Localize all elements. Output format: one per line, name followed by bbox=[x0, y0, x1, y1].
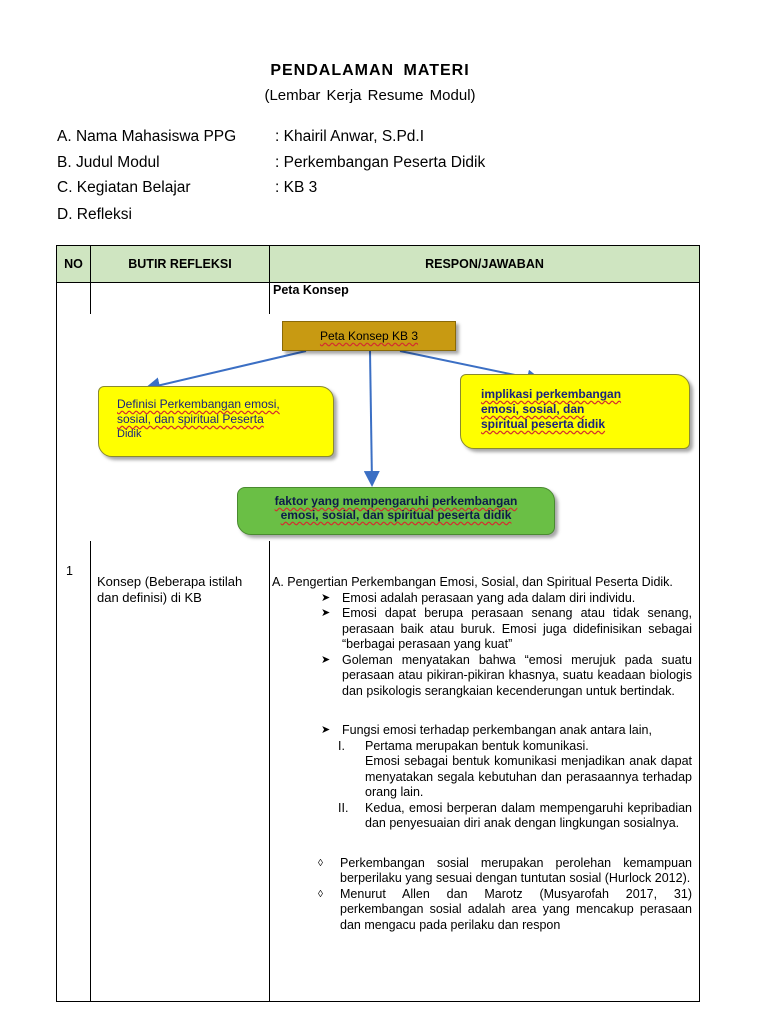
bottom-node-line: faktor yang mempengaruhi perkembangan bbox=[274, 494, 518, 508]
peta-konsep-label: Peta Konsep bbox=[273, 283, 349, 297]
sub-list-item: II. Kedua, emosi berperan dalam mempengaruhi kepribadian dan penyesuaian diri anak dengan lingkungan sosialnya. bbox=[338, 800, 692, 830]
bottom-node-line: emosi, sosial, dan spiritual peserta didik bbox=[280, 508, 512, 522]
page-title: PENDALAMAN MATERI bbox=[270, 62, 470, 79]
col-divider bbox=[90, 541, 91, 1001]
roman-marker: I. bbox=[338, 738, 345, 753]
page-subtitle: (Lembar Kerja Resume Modul) bbox=[264, 87, 476, 104]
left-node-line: sosial, dan spiritual Peserta bbox=[117, 412, 264, 426]
right-node-line: emosi, sosial, dan bbox=[481, 402, 585, 416]
arrow-bullet-icon: ➤ bbox=[321, 591, 331, 604]
roman-marker: II. bbox=[338, 800, 349, 815]
arrow-down bbox=[370, 351, 372, 483]
main-node-label: Peta Konsep KB 3 bbox=[319, 329, 419, 343]
left-node-line: Definisi Perkembangan emosi, bbox=[117, 397, 280, 411]
list-item: ➤ Emosi adalah perasaan yang ada dalam diri individu. bbox=[321, 590, 636, 605]
refleksi-table bbox=[56, 245, 700, 1002]
diamond-bullet-icon: ◊ bbox=[318, 857, 323, 869]
left-node-line: Didik bbox=[117, 428, 142, 440]
sub-list-item: I. Pertama merupakan bentuk komunikasi. bbox=[338, 738, 589, 753]
diamond-bullet-icon: ◊ bbox=[318, 888, 323, 900]
right-node-line: implikasi perkembangan bbox=[481, 387, 622, 401]
sub-list-continuation: Emosi sebagai bentuk komunikasi menjadikan anak dapat menyatakan segala kebutuhan dan perasaannya terhadap orang lain. bbox=[365, 754, 692, 799]
diagram-main-node bbox=[282, 321, 456, 351]
diagram-right-node bbox=[460, 374, 690, 449]
arrow-bullet-icon: ➤ bbox=[321, 653, 331, 666]
arrow-bullet-icon: ➤ bbox=[321, 607, 331, 619]
header-respon: RESPON/JAWABAN bbox=[425, 257, 544, 271]
list-item: ➤ Fungsi emosi terhadap perkembangan anak antara lain, bbox=[321, 723, 652, 737]
info-value: : Khairil Anwar, S.Pd.I bbox=[275, 128, 425, 145]
respon-content bbox=[272, 575, 692, 933]
list-item: ➤ Goleman menyatakan bahwa “emosi merujuk pada suatu perasaan atau pikiran-pikiran khasnya, suatu keadaan biologis dan psikologis serangkaian kecenderungan untuk bertindak. bbox=[321, 652, 692, 698]
right-node-line: spiritual peserta didik bbox=[481, 417, 606, 431]
header-butir: BUTIR REFLEKSI bbox=[128, 257, 232, 271]
butir-refleksi-text: Konsep (Beberapa istilah dan definisi) di KB bbox=[97, 574, 243, 605]
col-divider bbox=[269, 541, 270, 1001]
info-value: : KB 3 bbox=[275, 179, 318, 196]
list-item: ◊ Perkembangan sosial merupakan perolehan kemampuan berperilaku yang sesuai dengan tuntutan sosial (Hurlock 2012). bbox=[318, 855, 692, 885]
info-label: D. Refleksi bbox=[57, 206, 132, 223]
info-value: : Perkembangan Peserta Didik bbox=[275, 154, 486, 171]
diagram-left-node bbox=[98, 386, 334, 457]
diagram-bottom-node bbox=[237, 487, 555, 535]
list-item: ➤ Emosi dapat berupa perasaan senang atau tidak senang, perasaan baik atau buruk. Emosi juga didefinisikan sebagai “berbagai perasaan yang kuat” bbox=[321, 606, 692, 651]
row-number: 1 bbox=[66, 564, 73, 578]
info-label: C. Kegiatan Belajar bbox=[57, 179, 191, 196]
list-item: ◊ Menurut Allen dan Marotz (Musyarofah 2017, 31) perkembangan sosial adalah area yang mencakup perasaan dan mengacu pada perilaku dan respon bbox=[318, 886, 692, 932]
info-label: B. Judul Modul bbox=[57, 154, 160, 171]
arrow-bullet-icon: ➤ bbox=[321, 724, 331, 736]
info-label: A. Nama Mahasiswa PPG bbox=[57, 128, 237, 145]
header-no: NO bbox=[64, 257, 83, 271]
section-a-heading: A. Pengertian Perkembangan Emosi, Sosial, dan Spiritual Peserta Didik. bbox=[272, 575, 673, 589]
arrow-left bbox=[148, 351, 306, 388]
